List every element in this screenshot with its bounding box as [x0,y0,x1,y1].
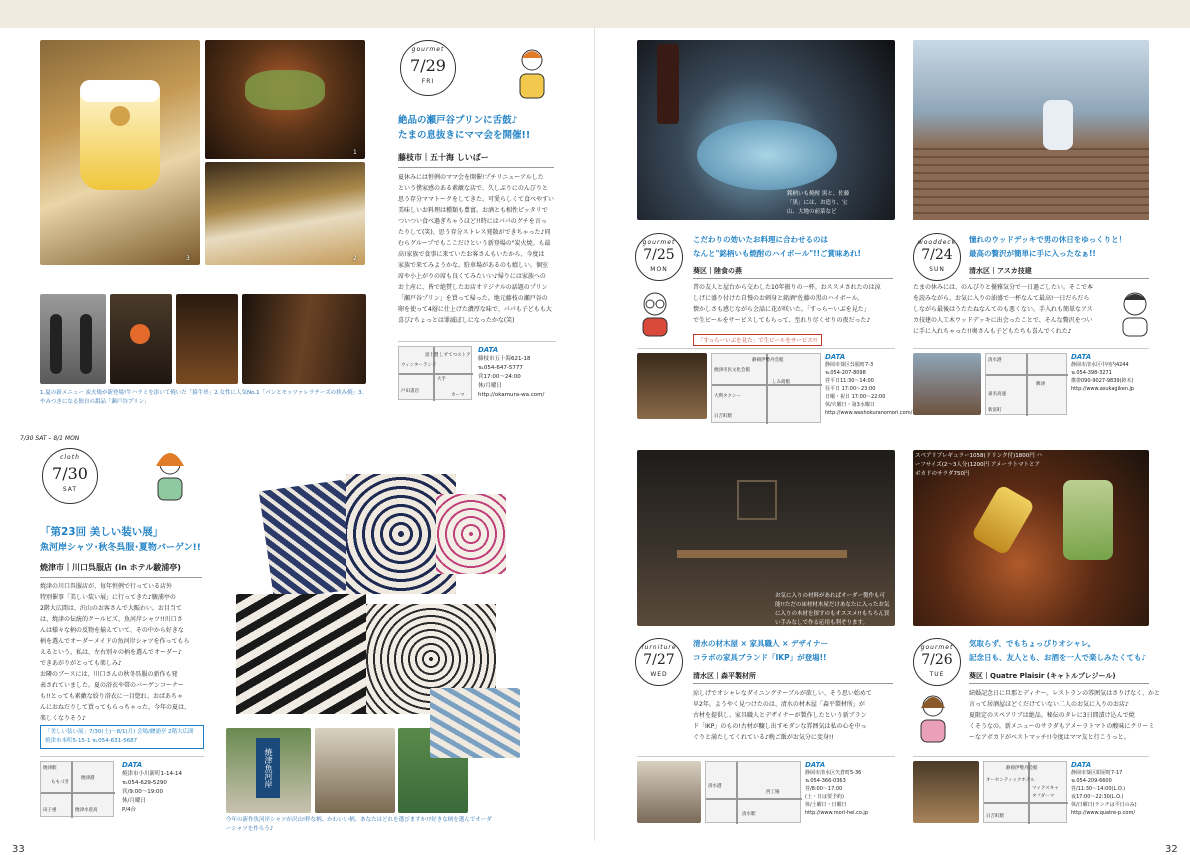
data-line: 夜17:00～22:30(L.O.) [1071,794,1124,800]
badge-dow: MON [650,266,668,273]
data-line: 焼津市小川新町1-14-14 [122,771,182,777]
entry4-body [40,581,204,724]
entry4-venue: 焼津市｜川口呉服店 (in ホテル駿浦亭) [40,563,181,572]
badge-kind: furniture [641,644,677,651]
map-label: 清水港 [708,784,722,789]
data-line: http://www.mori-hei.co.jp [805,810,868,816]
map-label: しみ商館 [772,380,790,385]
data-line: ℡054-209-6600 [1071,778,1112,784]
badge-dow: WED [650,671,668,678]
chef-grill-photo [110,294,172,384]
body-line: 柄を選んでオーダーメイドの魚河岸シャツを作ってもら [40,638,190,645]
entry5-data-box [637,756,895,826]
map-label: 大利タクシー [714,394,741,399]
entry1-headline-2: たまの息抜きにママ会を開催!! [398,130,531,141]
map-label: ももづき [51,780,69,785]
map-label: 日吉町駅 [986,814,1004,819]
body-line: 懐かしさも感じながら会話に花が咲いた。「すっらーいぶを見た」 [693,306,870,313]
bread-photo [205,162,365,265]
data-line: 携帯090-9027-9839(鈴木) [1071,378,1134,384]
badge-dow: SAT [62,486,78,493]
body-line: ついつい食べ過ぎちゃうほど!!時にはパパのグチを言っ [398,218,547,225]
map-label: ウィンターランド [401,363,437,368]
date-badge-7-25 [635,233,683,281]
event-info-line: 「美しい装い展」7/30(土)～8/1(月) 会場/駿浦亭 2階大広間 [45,729,194,735]
entry4-map [40,761,114,817]
page-number-left: 33 [12,844,25,855]
sashimi-caption: 銘柄いも焼酎 黒と、佐藤「黒」には、お造り、宝山、大地の前菜など [787,191,850,215]
body-line: 夏休みには恒例のママ会を開催!プチリニューアルした [398,174,544,181]
cafe-interior-photo [913,761,979,823]
data-line: 藤枝市五十海621-18 [478,356,531,362]
map-label: 日吉町駅 [714,414,732,419]
entry5-body [693,688,901,743]
body-line: 席や小上がりの席も良くてみたいい♪帰りには家族への [398,273,546,280]
data-label: DATA [825,353,846,361]
divider [693,278,893,279]
data-line: http://www.quatre-p.com/ [1071,810,1136,816]
photo-number: 2 [353,255,357,262]
entry3-body [913,282,1113,337]
photo-number: 3 [186,255,190,262]
entry1-map [398,346,472,400]
right-page [595,28,1190,855]
entry4-headline-2: 魚河岸シャツ･秋冬呉服･夏物バーゲン!! [40,543,201,553]
body-line: しながら最後はうたたねなんてのも悪くない。手入れも簡単なアス [913,306,1093,313]
entry6-headline-1: 気取らず、でもちょっぴりオシャレ。 [969,639,1096,648]
entry3-map [985,353,1067,415]
entry5-map [705,761,801,823]
entry5-headline-2: コラボの家具ブランド「IKP」が登場!! [693,653,827,662]
body-line: 高!家族で食事に来ていたお客さんもいたから、今度は [398,251,545,258]
badge-date: 7/27 [643,652,675,668]
body-line: お土産に、皆で絶賛したお店オリジナルの話題のプリン [398,284,548,291]
entry1-data-text [478,355,544,400]
page-header-band [0,0,1190,28]
entry3-headline-1: 憧れのウッドデッキで男の休日をゆっくりと！ [969,235,1127,244]
body-line: んは様々な柄の反物を揃えていて、その中から好きな [40,627,184,634]
staff-pose-photo [40,294,106,384]
counter-seat-photo [242,294,366,384]
body-line: 卵を使って4層に仕上げた濃厚な味で、パパも子どもも大 [398,306,552,313]
body-line: 言って居酒屋ほどくだけていない二人のお気に入りのお店♪ [969,701,1129,708]
badge-kind: gourmet [411,46,445,53]
event-info-line: 焼津市本町5-15-1 ℡054-631-5687 [45,738,138,744]
map-label: 西工場 [766,790,780,795]
body-line: で生ビールをサービスしてもらって、至れり尽くせりの夜だった♪ [693,317,871,324]
body-line: たまの休みには、のんびりと優雅気分で一日過ごしたい。そこで本 [913,284,1094,291]
entry6-map [983,761,1067,823]
restaurant-interior-photo [176,294,238,384]
body-line: 結婚記念日に旦那とディナー。レストランの雰囲気はさりげなく、かと [969,690,1160,697]
body-line: 喜び♪ちょっとは罪滅ぼしになったかな(笑) [398,317,515,324]
entry3-data-text [1071,361,1134,393]
badge-kind: cloth [60,454,80,461]
data-label: DATA [805,761,826,769]
body-line: くそうなの。新メニューのサラダもアメーラトマトの酸味にクリーミ [969,723,1155,730]
badge-date: 7/30 [52,464,88,483]
data-line: http://www.asukagiken.jp [1071,386,1135,392]
body-line: に手に入れちゃった!!奥さんも子どもたちも喜んでくれた♪ [913,328,1072,335]
entry5-data-text [805,769,868,817]
entry2-headline-2: なんと"銘柄いも焼酎のハイボール"!!ご賞味あれ! [693,249,861,258]
data-line: 静岡市葵区呉服町7-3 [825,362,874,368]
date-badge-7-29 [400,40,456,96]
man-glasses-illustration-icon [635,286,675,336]
body-line: えるという。私は、左右別々の柄を選んでオーダー♪ [40,649,182,656]
photo-number: 1 [353,149,357,156]
entry4-headline-1: 「第23回 美しい装い展」 [40,526,164,538]
event-date-range: 7/30 SAT – 8/1 MON [20,435,80,442]
map-label: 東名高速 [988,392,1006,397]
body-line: お隣のブースには、川口さんの秋冬呉服の新作も発 [40,671,178,678]
shop-owners-photo [315,728,395,813]
map-label: 田子重 [43,808,57,813]
divider [398,167,554,168]
entry3-headline-2: 最高の贅沢が簡単に手に入ったなぁ!! [969,249,1096,258]
data-line: 休/火曜日・第3水曜日 [825,402,875,408]
data-line: P/4台 [122,807,137,813]
restaurant-photo [637,353,707,419]
body-line: 家族で来てみようかな。駐車場があるのも嬉しい。個室 [398,262,549,269]
wood-deck-photo [913,40,1149,220]
data-line: ℡054-207-8098 [825,370,866,376]
woman-illustration-icon [913,688,953,744]
divider [693,683,893,684]
map-label: 静岡伊勢丹会館 [1006,766,1038,771]
data-line: 営/11:30～14:00(L.O.) [1071,786,1126,792]
entry1-caption: 1.夏の新メニュー 炭火焼が新登場!牛ハラミを添いて焼いた「猿牛串」2.女性に人気No.1「パンとモッツァレラチーズの挟み焼」3.やみつきになる独自の甜品「瀬戸谷プリン」 [40,390,364,405]
body-line: 夏限定のスペアリブは絶品。秘伝のタレに3日間漬け込んで焼 [969,712,1135,719]
fabric-swatch-photo [430,688,520,758]
body-line: 涼しげでオシャレなダイニングテーブルが欲しい、そう思い始めて [693,690,872,697]
body-line: しげに盛り付けた自慢のお刺身と銘酒"佐藤の黒のハイボール。 [693,295,864,302]
entry2-venue: 葵区｜陸食の燕 [693,267,742,275]
body-line: 美味しいお料理は種類も豊富。お酒とも相性ピッタリで [398,207,548,214]
entry5-venue: 清水区｜森平製材所 [693,672,756,680]
map-label: しずてつストア [439,353,471,358]
pudding-photo [40,40,200,265]
entry1-data-box [398,341,556,399]
body-line: 2階大広間は、沢山のお客さんで大賑わい。お目当て [40,605,182,612]
badge-kind: gourmet [642,239,676,246]
entry2-map [711,353,821,423]
divider [969,683,1149,684]
map-label: 戸田書店 [401,389,419,394]
data-line: (土・日は要予約) [805,794,844,800]
data-line: ℡054-647-5777 [478,365,523,371]
data-line: http://www.washokuranomori.com/ [825,410,913,416]
grilled-skewer-photo [205,40,365,159]
woman-illustration-icon [512,44,552,100]
body-line: は、焼津の伝統的クールビズ、魚河岸シャツ!!川口さ [40,616,183,623]
body-line: 古材を提供し、家具職人とデザイナーが製作したという新ブラン [693,712,867,719]
body-line: 思う存分ママトークをしてきた。可愛らしくて食べやすい [398,196,555,203]
entry4-caption: 今年の新作魚河岸シャツが沢山!粋な柄、かわいい柄、あなたはどれを選びますか!?好きな柄を選んでオーダーシャツを作ろう♪ [226,817,492,832]
entry6-data-text [1071,769,1137,817]
data-label: DATA [1071,761,1092,769]
entry6-body [969,688,1160,743]
body-line: を読みながら、お気に入りの油盛で一杯なんて最高!一日だらだら [913,295,1090,302]
badge-date: 7/24 [921,247,953,263]
map-label: マックスキャ [1032,786,1059,791]
spare-ribs-photo [913,450,1149,626]
service-note: 「すっらーいぶを見た」で生ビールをサービス!! [693,334,822,346]
data-line: 日曜・祝日 17:00～22:00 [825,394,886,400]
body-line: んにおねだりして買ってもらっちゃった。今年の夏は、 [40,704,191,711]
shop-sign-text: 焼津魚河岸 [256,738,280,798]
entry1-body [398,172,556,326]
data-line: ℡054-366-0363 [805,778,846,784]
data-line: 休/土曜日・日曜日 [805,802,847,808]
woman-illustration-icon [150,444,190,502]
entry6-venue: 葵区｜Quatre Plaisir (キャトルプレジール) [969,672,1116,680]
entry3-data-box [913,348,1149,418]
badge-kind: gourmet [920,644,954,651]
data-line: 休/月曜日 [122,798,146,804]
map-label: タフダーマ [1032,794,1055,799]
page-number-right: 32 [1165,844,1178,855]
date-badge-7-26 [913,638,961,686]
entry4-data-text [122,770,182,815]
left-page [0,28,595,855]
badge-dow: SUN [929,266,945,273]
furniture-shop-photo [637,450,895,626]
date-badge-7-24 [913,233,961,281]
data-line: ℡054-629-5290 [122,780,167,786]
divider [40,577,202,578]
map-label: 静岡伊勢丹会館 [752,358,784,363]
map-label: 焼津市民文化会館 [714,368,750,373]
entry6-headline-2: 記念日も、友人とも、お酒を一人で楽しみたくても♪ [969,653,1147,662]
fabric-collage-photo [226,464,506,726]
data-line: 静岡市清水区中河内4244 [1071,362,1129,368]
map-label: 新富町 [988,408,1002,413]
badge-date: 7/29 [410,56,446,75]
date-badge-7-30 [42,448,98,504]
data-label: DATA [478,346,499,354]
entry1-venue: 藤枝市｜五十海 しいぱー [398,153,489,162]
body-line: カ技建の人工木ウッドデッキに出会ったことで、そんな贅沢をつい [913,317,1093,324]
body-line: 表されていました。夏の浴衣や帯のバーゲンコーナー [40,682,184,689]
body-line: 早2年。ようやく見つけたのは、清水の材木屋「森平製材所」が [693,701,865,708]
data-line: http://okamura-wa.com/ [478,392,545,398]
data-line: 昼平日 17:00～23:00 [825,386,876,392]
body-line: 昔の友人と屋台から交わした10年振りの一杯。おススメされたのは涼 [693,284,881,291]
divider [969,278,1149,279]
map-label: 清水港 [988,358,1002,363]
body-line: ぐりと満たしてくれている♪晩ご飯がお気分に変身!! [693,734,834,741]
map-label: 富士製 [425,353,439,358]
sashimi-photo [637,40,895,220]
data-label: DATA [1071,353,1092,361]
data-line: 営17:00～24:00 [478,374,521,380]
badge-dow: TUE [929,671,945,678]
craftsmen-photo [637,761,701,823]
entry6-data-box [913,756,1149,826]
body-line: ド「IKP」のもの!古材が醸し出すモダンな雰囲気は私の心を中っ [693,723,867,730]
body-line: 「瀬戸谷プリン」を買って帰った。地元藤枝の瀬戸谷の [398,295,548,302]
map-label: オーセンティックホテル [986,778,1035,783]
body-line: ーなアボカドがベストマッチ!!今度はママ友と行こうっと。 [969,734,1130,741]
map-label: 興津 [1036,382,1045,387]
data-line: 営/8:00～17:00 [805,786,843,792]
entry2-data-box [637,348,913,426]
body-line: できあがりがとっても楽しみ♪ [40,660,122,667]
body-line: 特別催事「美しい装い展」に行ってきた♪駿浦亭の [40,594,176,601]
body-line: も!!とっても素敵な絞り浴衣に一目惚れ、おばあちゃ [40,693,184,700]
deck-photo-small [913,353,981,415]
data-line: 営平日11:30～14:00 [825,378,874,384]
badge-dow: FRI [421,78,435,85]
data-line: ℡054-398-3271 [1071,370,1112,376]
map-label: 清水駅 [742,812,756,817]
data-line: 休/日曜日(ランチは平日のみ) [1071,802,1137,808]
map-label: 焼津水産高 [75,808,98,813]
data-line: 静岡市清水区矢倉町5-36 [805,770,862,776]
entry5-headline-1: 清水の材木屋 × 家具職人 × デザイナー [693,639,828,648]
entry3-venue: 清水区｜アスカ技建 [969,267,1032,275]
data-line: 営/9:00～19:00 [122,789,164,795]
map-label: カーマ [451,393,465,398]
badge-kind: wooddeck [917,239,957,246]
shop-sign-photo [226,728,311,813]
furniture-caption: お気に入りの材料があればオーダー製作も可能!!ただの床材材木屋だけあなたに入ったお気に入りの木材を探すのもオススメ!!もちろん買い手みなしで作る応用も利ぞります。 [775,593,890,626]
entry1-headline-1: 絶品の瀬戸谷プリンに舌鼓♪ [398,115,518,126]
map-label: 焼津港 [81,776,95,781]
date-badge-7-27 [635,638,683,686]
body-line: 楽しくなりそう♪ [40,715,86,722]
map-label: 焼津駅 [43,766,57,771]
event-info-box [40,725,204,749]
badge-date: 7/25 [643,247,675,263]
map-label: 大手 [437,377,446,382]
entry2-headline-1: こだわりの効いたお料理に合わせるのは [693,235,828,244]
entry4-data-box [40,756,204,818]
badge-date: 7/26 [921,652,953,668]
entry2-data-text [825,361,912,417]
data-line: 静岡市葵区紺屋町7-17 [1071,770,1123,776]
body-line: 焼津の川口呉服店が、毎年恒例で行っている店外 [40,583,173,590]
data-label: DATA [122,761,143,769]
body-line: という僕家感のある素敵な店で、久しぶりにのんびりと [398,185,548,192]
body-line: たりして(笑)、思う存分ストレス発散ができちゃった♪同 [398,229,551,236]
data-line: 休/月曜日 [478,383,502,389]
man-illustration-icon [1117,286,1153,336]
ribs-caption: スペアリブレギュラー1058(ドリンク付)1800円 ハーフサイズ(2～3人分)1200円 アメーラトマトとアボカドのサラダ750円 [915,453,1042,477]
entry2-body [693,282,901,326]
body-line: むらグループでもここだけという新登場の"炭火焼。も最 [398,240,551,247]
